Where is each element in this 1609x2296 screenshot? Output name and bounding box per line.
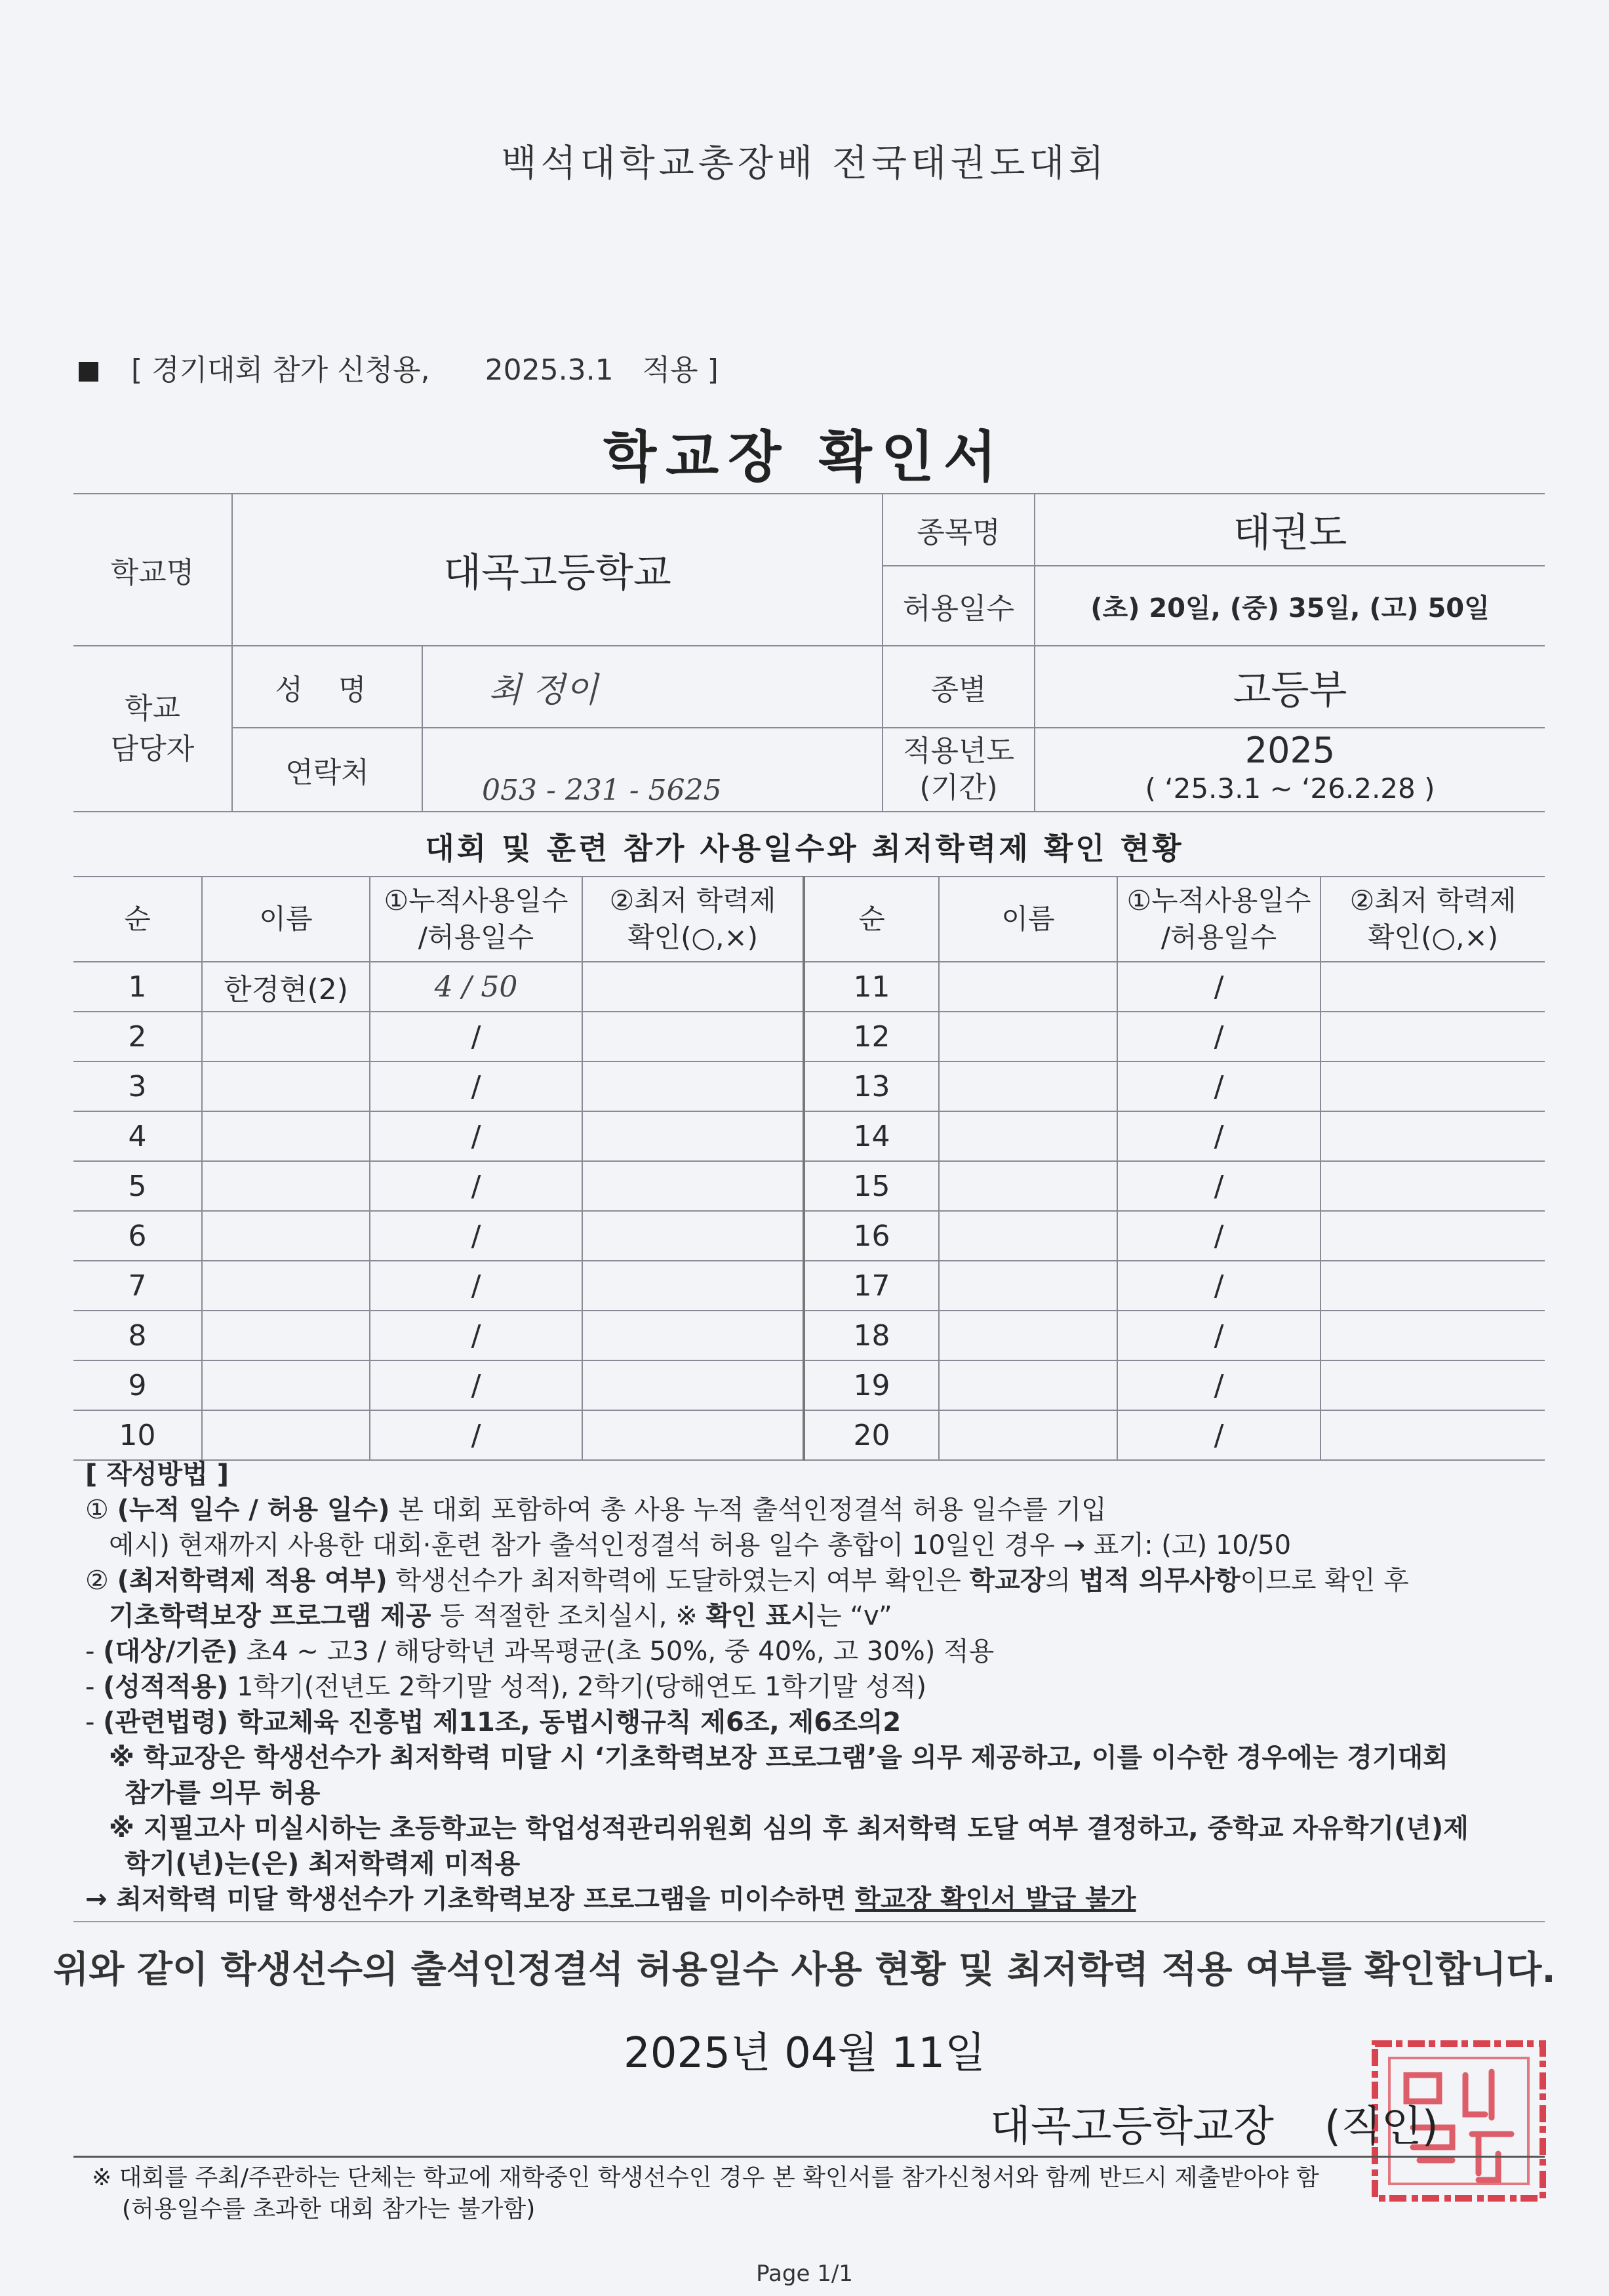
notice-bracket: [ 경기대회 참가 신청용,	[131, 353, 430, 387]
row-no: 2	[73, 1012, 202, 1061]
row-check	[1321, 1360, 1545, 1410]
category-value: 고등부	[1035, 646, 1545, 728]
row-days: /	[1117, 1360, 1321, 1410]
header-no-left: 순	[73, 877, 202, 962]
row-days: /	[370, 1261, 582, 1311]
row-days: /	[1117, 962, 1321, 1012]
row-check	[1321, 1012, 1545, 1061]
manager-label: 학교 담당자	[73, 646, 232, 812]
row-check	[1321, 1161, 1545, 1211]
applied-period-value: ( ‘25.3.1 ~ ‘26.2.28 )	[1145, 772, 1435, 804]
allowed-days-value: (초) 20일, (중) 35일, (고) 50일	[1035, 566, 1545, 646]
table-row	[73, 1410, 1545, 1460]
row-days: /	[370, 1311, 582, 1360]
header-check-left: ②최저 학력제 확인(○,×)	[582, 877, 804, 962]
row-no: 18	[804, 1311, 939, 1360]
row-check	[1321, 1211, 1545, 1261]
row-name	[202, 1360, 370, 1410]
row-no: 12	[804, 1012, 939, 1061]
notice-date: 2025.3.1	[485, 353, 614, 387]
row-no: 19	[804, 1360, 939, 1410]
row-no: 7	[73, 1261, 202, 1311]
row-no: 4	[73, 1111, 202, 1161]
row-name	[939, 1111, 1117, 1161]
row-name	[939, 1161, 1117, 1211]
row-days: /	[1117, 1061, 1321, 1111]
row-no: 11	[804, 962, 939, 1012]
table-row	[73, 1161, 1545, 1211]
row-days: /	[370, 1211, 582, 1261]
table-row	[73, 1012, 1545, 1061]
method-line-7: - (관련법령) 학교체육 진흥법 제11조, 동법시행규칙 제6조, 제6조의2	[85, 1707, 902, 1737]
row-name	[939, 1061, 1117, 1111]
row-check	[1321, 962, 1545, 1012]
sport-label: 종목명	[883, 494, 1035, 566]
row-check	[1321, 1410, 1545, 1460]
table-row	[73, 1061, 1545, 1111]
status-section-title: 대회 및 훈련 참가 사용일수와 최저학력제 확인 현황	[425, 831, 1184, 866]
manager-name-value: 최 정이	[422, 646, 883, 728]
applied-year-label: 적용년도 (기간)	[883, 728, 1035, 812]
page-indicator: Page 1/1	[756, 2261, 853, 2287]
row-name	[939, 1012, 1117, 1061]
event-title: 백석대학교총장배 전국태권도대회	[501, 142, 1108, 185]
row-no: 15	[804, 1161, 939, 1211]
contact-label: 연락처	[232, 728, 422, 812]
row-name: 한경현(2)	[202, 962, 370, 1012]
applied-year-value: 2025	[1244, 730, 1336, 771]
method-line-6: - (성적적용) 1학기(전년도 2학기말 성적), 2학기(당해연도 1학기말 성적)	[85, 1672, 926, 1702]
row-no: 1	[73, 962, 202, 1012]
row-days: /	[370, 1111, 582, 1161]
method-title: [ 작성방법 ]	[85, 1459, 229, 1490]
row-days: /	[1117, 1012, 1321, 1061]
row-no: 10	[73, 1410, 202, 1460]
table-row	[73, 1261, 1545, 1311]
row-days: 4 / 50	[370, 962, 582, 1012]
square-bullet-icon	[79, 362, 98, 382]
header-no-right: 순	[804, 877, 939, 962]
method-line-11: 학기(년)는(은) 최저학력제 미적용	[125, 1849, 521, 1879]
row-name	[202, 1061, 370, 1111]
allowed-days-label: 허용일수	[883, 566, 1035, 646]
category-label: 종별	[883, 646, 1035, 728]
roster-table	[73, 876, 1545, 1461]
row-check	[582, 1261, 804, 1311]
manager-name-label: 성 명	[232, 646, 422, 728]
row-check	[1321, 1061, 1545, 1111]
row-no: 13	[804, 1061, 939, 1111]
row-check	[582, 1012, 804, 1061]
applied-year-cell	[1035, 728, 1545, 812]
row-name	[202, 1161, 370, 1211]
row-name	[202, 1111, 370, 1161]
header-name-left: 이름	[202, 877, 370, 962]
row-days: /	[370, 1360, 582, 1410]
row-no: 9	[73, 1360, 202, 1410]
table-row	[73, 1360, 1545, 1410]
divider	[73, 1921, 1545, 1922]
row-name	[202, 1012, 370, 1061]
row-days: /	[1117, 1111, 1321, 1161]
sport-value: 태권도	[1035, 494, 1545, 566]
application-notice	[79, 346, 719, 388]
header-days-right: ①누적사용일수 /허용일수	[1117, 877, 1321, 962]
row-check	[1321, 1111, 1545, 1161]
row-days: /	[1117, 1161, 1321, 1211]
row-name	[939, 1360, 1117, 1410]
school-name-value: 대곡고등학교	[232, 494, 883, 646]
row-name	[202, 1311, 370, 1360]
row-check	[582, 1410, 804, 1460]
table-row	[73, 1111, 1545, 1161]
row-no: 16	[804, 1211, 939, 1261]
footnote-line-2: (허용일수를 초과한 대회 참가는 불가함)	[122, 2196, 536, 2223]
method-line-12: → 최저학력 미달 학생선수가 기초학력보장 프로그램을 미이수하면 학교장 확인서 발급 불가	[85, 1884, 1136, 1914]
header-check-right: ②최저 학력제 확인(○,×)	[1321, 877, 1545, 962]
roster-header-row	[73, 877, 1545, 962]
row-name	[939, 1261, 1117, 1311]
row-no: 3	[73, 1061, 202, 1111]
row-check	[582, 1311, 804, 1360]
document-title: 학교장 확인서	[603, 425, 1006, 489]
row-name	[939, 1311, 1117, 1360]
confirmation-statement: 위와 같이 학생선수의 출석인정결석 허용일수 사용 현황 및 최저학력 적용 여부를 확인합니다.	[53, 1949, 1556, 1991]
row-check	[582, 1211, 804, 1261]
row-no: 8	[73, 1311, 202, 1360]
table-row	[73, 1311, 1545, 1360]
row-name	[939, 1410, 1117, 1460]
notice-apply: 적용 ]	[642, 353, 719, 387]
row-check	[1321, 1311, 1545, 1360]
row-name	[202, 1211, 370, 1261]
method-line-1: ① (누적 일수 / 허용 일수) 본 대회 포함하여 총 사용 누적 출석인정결석 허용 일수를 기입	[85, 1495, 1107, 1525]
row-days: /	[1117, 1261, 1321, 1311]
row-check	[582, 1111, 804, 1161]
method-line-3: ② (최저학력제 적용 여부) 학생선수가 최저학력에 도달하였는지 여부 확인은 학교장의 법적 의무사항이므로 확인 후	[85, 1566, 1409, 1596]
method-line-8: ※ 학교장은 학생선수가 최저학력 미달 시 ‘기초학력보장 프로그램’을 의무 제공하고, 이를 이수한 경우에는 경기대회	[109, 1743, 1448, 1773]
method-line-4: 기초학력보장 프로그램 제공 등 적절한 조치실시, ※ 확인 표시는 “v”	[109, 1601, 892, 1631]
header-days-left: ①누적사용일수 /허용일수	[370, 877, 582, 962]
method-line-10: ※ 지필고사 미실시하는 초등학교는 학업성적관리위원회 심의 후 최저학력 도달 여부 결정하고, 중학교 자유학기(년)제	[109, 1813, 1469, 1844]
row-days: /	[370, 1061, 582, 1111]
row-days: /	[1117, 1410, 1321, 1460]
method-line-5: - (대상/기준) 초4 ~ 고3 / 해당학년 과목평균(초 50%, 중 40%, 고 30%) 적용	[85, 1636, 995, 1667]
row-no: 20	[804, 1410, 939, 1460]
writing-method-section	[85, 1457, 1547, 1917]
header-name-right: 이름	[939, 877, 1117, 962]
issue-date: 2025년 04월 11일	[624, 2029, 985, 2078]
method-line-2: 예시) 현재까지 사용한 대회·훈련 참가 출석인정결석 허용 일수 총합이 10일인 경우 → 표기: (고) 10/50	[109, 1530, 1292, 1560]
row-no: 14	[804, 1111, 939, 1161]
table-row	[73, 1211, 1545, 1261]
footnote	[92, 2162, 1534, 2225]
footer-divider	[73, 2156, 1545, 2158]
contact-value: 053 - 231 - 5625	[422, 728, 883, 812]
row-check	[582, 1061, 804, 1111]
footnote-line-1: ※ 대회를 주최/주관하는 단체는 학교에 재학중인 학생선수인 경우 본 확인서를 참가신청서와 함께 반드시 제출받아야 함	[92, 2164, 1319, 2191]
row-name	[939, 1211, 1117, 1261]
row-days: /	[370, 1012, 582, 1061]
row-days: /	[370, 1410, 582, 1460]
table-row	[73, 962, 1545, 1012]
row-name	[202, 1261, 370, 1311]
row-name	[939, 962, 1117, 1012]
row-no: 17	[804, 1261, 939, 1311]
row-no: 6	[73, 1211, 202, 1261]
school-info-table	[73, 493, 1545, 812]
row-days: /	[1117, 1211, 1321, 1261]
principal-name: 대곡고등학교장	[990, 2103, 1274, 2151]
method-line-9: 참가를 의무 허용	[125, 1778, 321, 1808]
row-check	[582, 962, 804, 1012]
row-no: 5	[73, 1161, 202, 1211]
seal-label: (직인)	[1324, 2103, 1439, 2151]
school-name-label: 학교명	[73, 494, 232, 646]
row-days: /	[1117, 1311, 1321, 1360]
row-check	[582, 1161, 804, 1211]
row-name	[202, 1410, 370, 1460]
row-check	[582, 1360, 804, 1410]
row-days: /	[370, 1161, 582, 1211]
row-check	[1321, 1261, 1545, 1311]
